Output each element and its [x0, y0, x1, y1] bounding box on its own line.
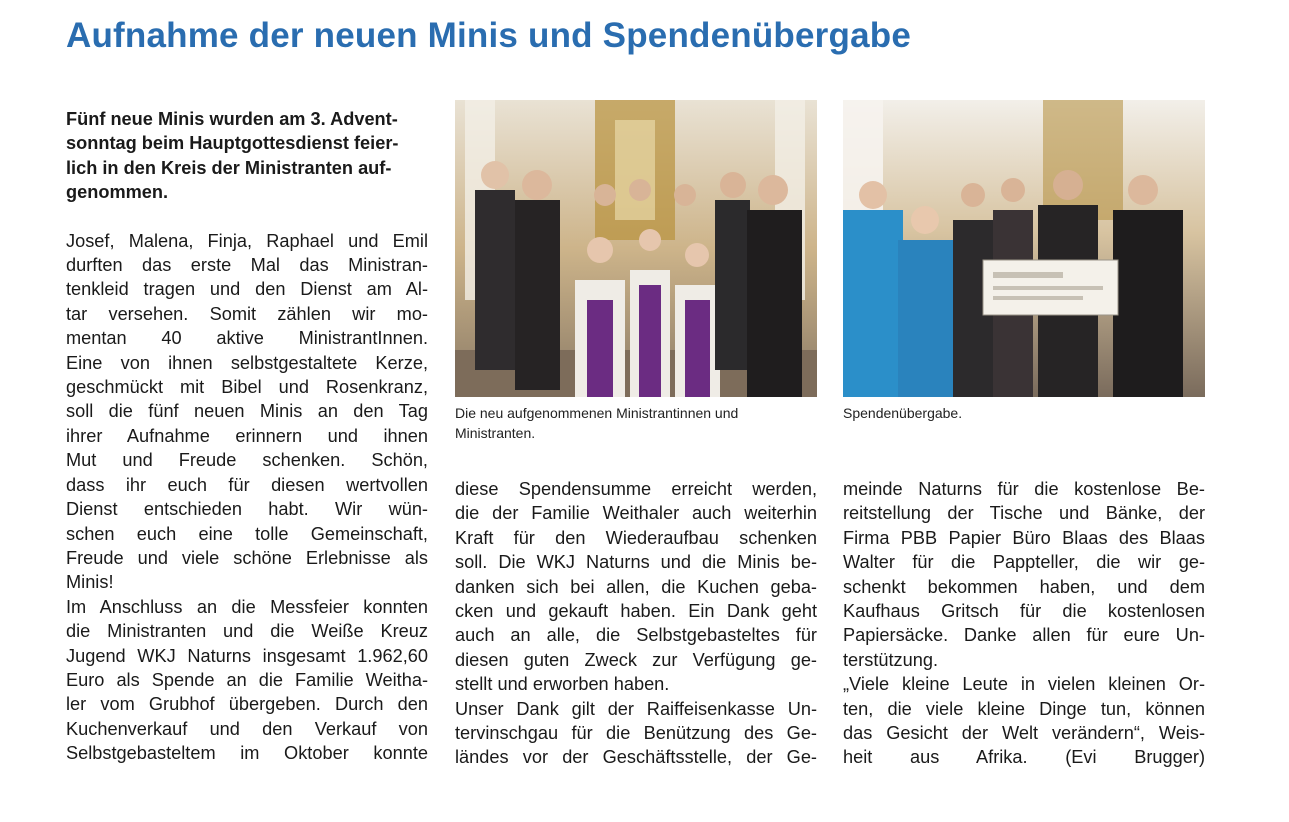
- text-line: Fünf neue Minis wurden am 3. Advent-: [66, 109, 398, 129]
- text-line: sonntag beim Hauptgottesdienst feier-: [66, 133, 399, 154]
- article-lead: [66, 107, 428, 205]
- text-line: tar versehen. Somit zählen wir mo-: [66, 303, 428, 324]
- text-line: schenkt bekommen haben, und dem: [843, 576, 1205, 597]
- text-line: auch an alle, die Selbstgebasteltes für: [455, 625, 817, 646]
- text-line: stellt und erworben haben.: [455, 674, 670, 695]
- text-line: cken und gekauft haben. Ein Dank geht: [455, 601, 817, 622]
- text-line: die Ministranten und die Weiße Kreuz: [66, 621, 428, 642]
- text-line: Im Anschluss an die Messfeier konnten: [66, 596, 428, 617]
- text-line: ländes vor der Geschäftsstelle, der Ge-: [455, 747, 817, 768]
- text-line: Dienst entschieden habt. Wir wün-: [66, 499, 428, 520]
- photo-caption-2: Spendenübergabe.: [843, 405, 963, 421]
- article-body-col2: [455, 477, 817, 770]
- photo-caption-1: Die neu aufgenommenen Ministrantinnen und Ministranten.: [455, 405, 739, 441]
- text-line: diese Spendensumme erreicht werden,: [455, 479, 817, 499]
- text-line: ten, die viele kleine Dinge tun, können: [843, 698, 1205, 719]
- text-line: Kuchenverkauf und den Verkauf von: [66, 718, 428, 739]
- text-line: durften das erste Mal das Ministran-: [66, 255, 428, 276]
- text-line: Kaufhaus Gritsch für die kostenlosen: [843, 601, 1205, 622]
- article-body-col1: [66, 229, 428, 766]
- text-line: tervinschgau für die Benützung des Ge-: [455, 723, 817, 744]
- text-line: Josef, Malena, Finja, Raphael und Emil: [66, 230, 428, 251]
- article-column-1: [66, 107, 428, 766]
- text-line: Walter für die Pappteller, die wir ge-: [843, 552, 1205, 573]
- ministranten-group-photo: [455, 100, 817, 397]
- text-line: schen euch eine tolle Gemeinschaft,: [66, 523, 428, 544]
- text-line: Minis!: [66, 572, 114, 593]
- text-line: genommen.: [66, 182, 169, 203]
- text-line: Firma PBB Papier Büro Blaas des Blaas: [843, 527, 1205, 548]
- text-line: terstützung.: [843, 649, 939, 670]
- article-title: Aufnahme der neuen Minis und Spendenübergabe: [66, 16, 911, 55]
- text-line: reitstellung der Tische und Bänke, der: [843, 503, 1205, 524]
- text-line: heit aus Afrika. (Evi Brugger): [843, 747, 1205, 768]
- article-body-col3: [843, 477, 1205, 770]
- text-line: die der Familie Weithaler auch weiterhin: [455, 503, 817, 524]
- text-line: Unser Dank gilt der Raiffeisenkasse Un-: [455, 698, 817, 719]
- text-line: Selbstgebasteltem im Oktober konnte: [66, 743, 428, 764]
- text-line: diesen guten Zweck zur Verfügung ge-: [455, 649, 817, 670]
- text-line: danken sich bei allen, die Kuchen geba-: [455, 576, 817, 597]
- spendenuebergabe-photo: [843, 100, 1205, 397]
- text-line: geschmückt mit Bibel und Rosenkranz,: [66, 377, 428, 398]
- text-line: soll. Die WKJ Naturns und die Minis be-: [455, 552, 817, 573]
- text-line: dass ihr euch für diesen wertvollen: [66, 474, 428, 495]
- text-line: Mut und Freude schenken. Schön,: [66, 450, 428, 471]
- text-line: das Gesicht der Welt verändern“, Weis-: [843, 723, 1205, 744]
- article-column-3: [843, 477, 1205, 770]
- text-line: meinde Naturns für die kostenlose Be-: [843, 479, 1205, 499]
- text-line: Eine von ihnen selbstgestaltete Kerze,: [66, 352, 428, 373]
- article-column-2: [455, 477, 817, 770]
- text-line: soll die fünf neuen Minis an den Tag: [66, 401, 428, 422]
- text-line: ihrer Aufnahme erinnern und ihnen: [66, 425, 428, 446]
- text-line: Papiersäcke. Danke allen für eure Un-: [843, 625, 1205, 646]
- text-line: mentan 40 aktive MinistrantInnen.: [66, 328, 428, 349]
- text-line: Euro als Spende an die Familie Weitha-: [66, 669, 428, 690]
- text-line: ler vom Grubhof übergeben. Durch den: [66, 694, 428, 715]
- text-line: Jugend WKJ Naturns insgesamt 1.962,60: [66, 645, 428, 666]
- text-line: lich in den Kreis der Ministranten auf-: [66, 157, 392, 178]
- text-line: Freude und viele schöne Erlebnisse als: [66, 547, 428, 568]
- text-line: „Viele kleine Leute in vielen kleinen Or-: [843, 674, 1205, 695]
- text-line: Kraft für den Wiederaufbau schenken: [455, 527, 817, 548]
- text-line: tenkleid tragen und den Dienst am Al-: [66, 279, 428, 300]
